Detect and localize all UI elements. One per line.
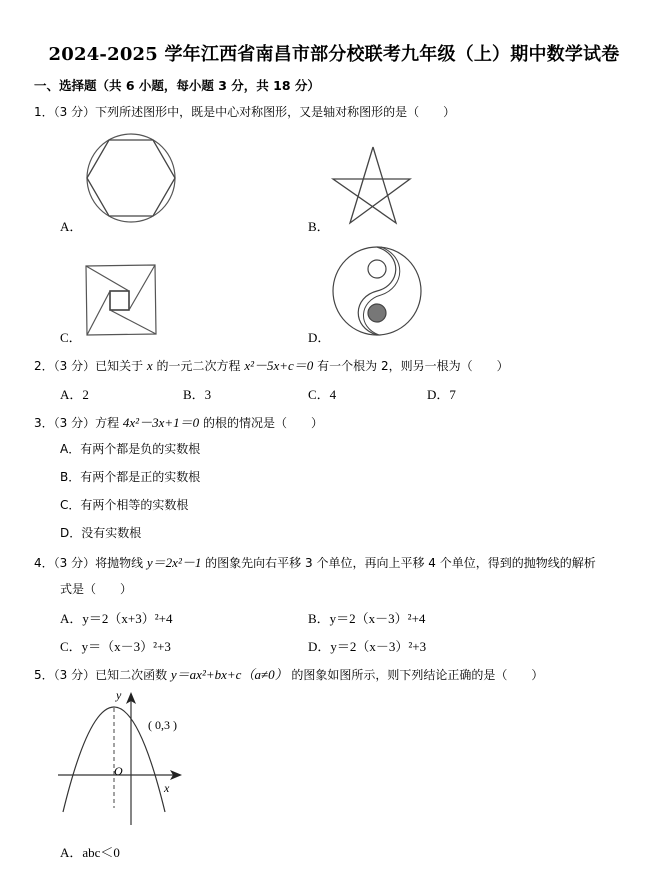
q4-option-b: B．y＝2（x－3）²+4: [308, 611, 426, 626]
x-axis-label: x: [164, 781, 170, 795]
q2-option-a: A．2: [60, 387, 89, 402]
yin-yang-figure: [333, 245, 423, 339]
spiral-square-figure: [85, 265, 157, 337]
q3-option-d: D．没有实数根: [60, 526, 142, 540]
q4-suffix: 的图象先向右平移 3 个单位，再向上平移 4 个单位，得到的抛物线的解析: [201, 556, 596, 570]
q1-option-d-label: D．: [308, 330, 331, 345]
page-title: 2024-2025 学年江西省南昌市部分校联考九年级（上）期中数学试卷: [48, 44, 620, 65]
q5-suffix: 的图象如图所示，则下列结论正确的是（ ）: [287, 668, 544, 682]
q2-option-d: D．7: [427, 387, 456, 402]
q2-prefix: 2．（3 分）已知关于: [34, 359, 147, 373]
question-4: [34, 552, 596, 571]
q3-option-b: B．有两个都是正的实数根: [60, 470, 201, 484]
q3-suffix: 的根的情况是（ ）: [199, 416, 323, 430]
q1-option-a-label: A．: [60, 219, 83, 234]
q5-option-a-text: A．abc＜0: [60, 845, 120, 860]
q4-option-c: C．y＝（x－3）²+3: [60, 639, 171, 654]
question-1: 1．（3 分）下列所述图形中，既是中心对称图形，又是轴对称图形的是（ ）: [34, 105, 456, 119]
origin-label: O: [114, 764, 123, 778]
q2-option-b: B．3: [183, 387, 212, 402]
question-5: [34, 664, 543, 683]
q3-option-c: C．有两个相等的实数根: [60, 498, 189, 512]
q4-prefix: 4．（3 分）将抛物线: [34, 556, 147, 570]
q5-condition: （a≠0）: [241, 667, 288, 682]
q5-prefix: 5．（3 分）已知二次函数: [34, 668, 171, 682]
q5-option-a: [60, 842, 120, 861]
q2-suffix: 有一个根为 2，则另一根为（ ）: [313, 359, 509, 373]
q1-option-b-label: B．: [308, 219, 330, 234]
q4-option-d: D．y＝2（x－3）²+3: [308, 639, 427, 654]
q3-prefix: 3．（3 分）方程: [34, 416, 123, 430]
section-heading: 一、选择题（共 6 小题，每小题 3 分，共 18 分）: [34, 78, 320, 93]
question-4-line-2: 式是（ ）: [60, 582, 133, 596]
q2-equation: x²－5x+c＝0: [244, 358, 314, 373]
question-3: [34, 412, 323, 431]
q2-option-c: C．4: [308, 387, 337, 402]
q5-equation: y＝ax²+bx+c: [170, 667, 242, 682]
y-axis-label: y: [116, 688, 122, 702]
question-2: [34, 355, 509, 374]
q2-variable: x: [146, 358, 153, 373]
q3-equation: 4x²－3x+1＝0: [122, 415, 200, 430]
q4-equation: y＝2x²－1: [146, 555, 202, 570]
hexagon-in-circle-figure: [86, 133, 178, 225]
q4-option-a: A．y＝2（x+3）²+4: [60, 611, 173, 626]
q1-option-c-label: C．: [60, 330, 82, 345]
q2-mid: 的一元二次方程: [152, 359, 245, 373]
pentagram-figure: [330, 145, 414, 227]
parabola-graph: [60, 688, 190, 828]
q3-option-a: A．有两个都是负的实数根: [60, 442, 201, 456]
point-label: ( 0,3 ): [148, 718, 177, 732]
